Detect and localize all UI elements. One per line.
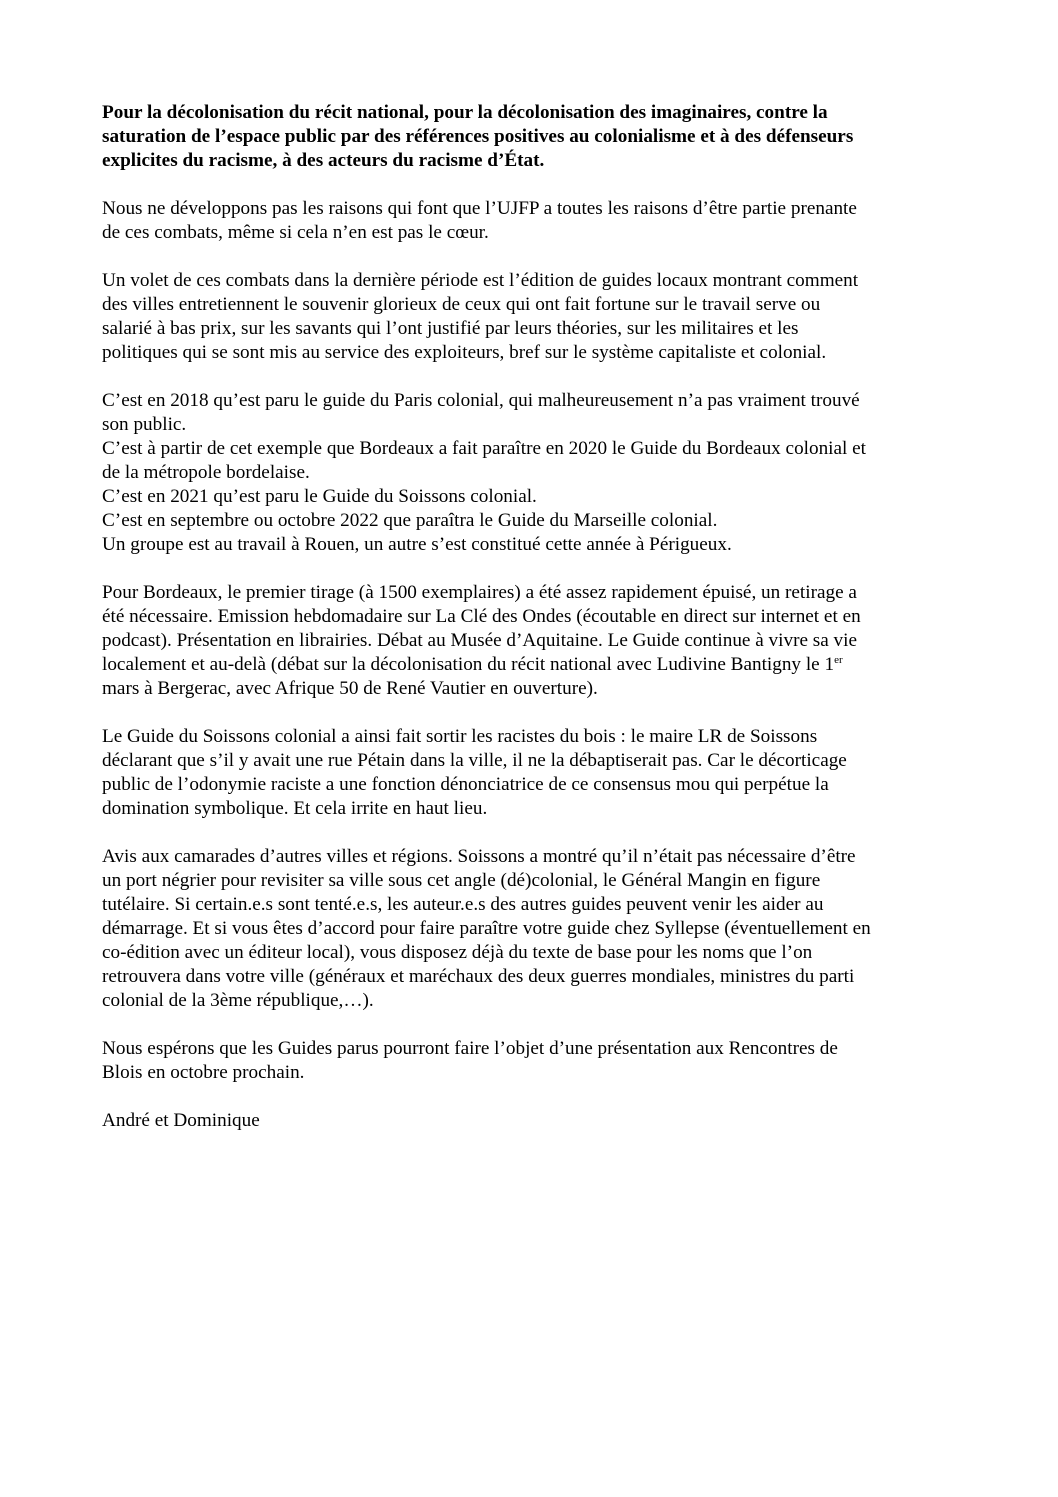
paragraph-line: colonial de la 3ème république,…). — [102, 990, 374, 1011]
paragraph-line: déclarant que s’il y avait une rue Pétain dans la ville, il ne la débaptiserait pas. Car le décorticage — [102, 750, 847, 771]
paragraph-line: co-édition avec un éditeur local), vous disposez déjà du texte de base pour les noms que l’on — [102, 942, 813, 963]
paragraph-line: tutélaire. Si certain.e.s sont tenté.e.s, les auteur.e.s des autres guides peuvent venir les aider au — [102, 894, 824, 915]
paragraph-line: de la métropole bordelaise. — [102, 462, 310, 483]
paragraph-line: Le Guide du Soissons colonial a ainsi fait sortir les racistes du bois : le maire LR de Soissons — [102, 726, 818, 747]
paragraph-line: C’est à partir de cet exemple que Bordeaux a fait paraître en 2020 le Guide du Bordeaux colonial et — [102, 438, 867, 459]
heading-line: saturation de l’espace public par des références positives au colonialisme et à des défenseurs — [102, 126, 854, 147]
document-heading — [102, 101, 962, 173]
paragraph-line: Pour Bordeaux, le premier tirage (à 1500 exemplaires) a été assez rapidement épuisé, un retirage a — [102, 582, 857, 603]
paragraph-line: Avis aux camarades d’autres villes et régions. Soissons a montré qu’il n’était pas nécessaire d’être — [102, 846, 856, 867]
paragraph-line: Nous espérons que les Guides parus pourront faire l’objet d’une présentation aux Rencontres de — [102, 1038, 838, 1059]
paragraph-line: politiques qui se sont mis au service des exploiteurs, bref sur le système capitaliste et colonial. — [102, 342, 827, 363]
paragraph-ujfp — [102, 197, 962, 245]
paragraph-line: mars à Bergerac, avec Afrique 50 de René Vautier en ouverture). — [102, 678, 598, 699]
signature-text: André et Dominique — [102, 1110, 260, 1131]
paragraph-blois — [102, 1037, 962, 1085]
paragraph-line: C’est en 2021 qu’est paru le Guide du Soissons colonial. — [102, 486, 537, 507]
paragraph-guides — [102, 269, 962, 365]
paragraph-line: C’est en septembre ou octobre 2022 que paraîtra le Guide du Marseille colonial. — [102, 510, 718, 531]
paragraph-line: retrouvera dans votre ville (généraux et maréchaux des deux guerres mondiales, ministres du parti — [102, 966, 855, 987]
paragraph-line: été nécessaire. Emission hebdomadaire sur La Clé des Ondes (écoutable en direct sur internet et en — [102, 606, 861, 627]
paragraph-line: podcast). Présentation en librairies. Débat au Musée d’Aquitaine. Le Guide continue à vivre sa vie — [102, 630, 857, 651]
paragraph-line: Un volet de ces combats dans la dernière période est l’édition de guides locaux montrant comment — [102, 270, 859, 291]
paragraph-line: public de l’odonymie raciste a une fonction dénonciatrice de ce consensus mou qui perpétue la — [102, 774, 829, 795]
paragraph-line: C’est en 2018 qu’est paru le guide du Paris colonial, qui malheureusement n’a pas vraiment trouvé — [102, 390, 860, 411]
paragraph-line-text: localement et au-delà (débat sur la décolonisation du récit national avec Ludivine Bantigny le 1 — [102, 654, 835, 675]
paragraph-line: domination symbolique. Et cela irrite en haut lieu. — [102, 798, 488, 819]
signature — [102, 1109, 962, 1133]
paragraph-line: Blois en octobre prochain. — [102, 1062, 305, 1083]
heading-line: explicites du racisme, à des acteurs du racisme d’État. — [102, 150, 545, 171]
paragraph-line: démarrage. Et si vous êtes d’accord pour faire paraître votre guide chez Syllepse (éventuellement en — [102, 918, 871, 939]
paragraph-line: Nous ne développons pas les raisons qui font que l’UJFP a toutes les raisons d’être partie prenante — [102, 198, 857, 219]
heading-line: Pour la décolonisation du récit national, pour la décolonisation des imaginaires, contre la — [102, 102, 828, 123]
paragraph-call-to-action — [102, 845, 962, 1013]
paragraph-line: Un groupe est au travail à Rouen, un autre s’est constitué cette année à Périgueux. — [102, 534, 732, 555]
paragraph-line — [102, 653, 962, 677]
paragraph-line: salarié à bas prix, sur les savants qui l’ont justifié par leurs théories, sur les militaires et les — [102, 318, 799, 339]
paragraph-line: un port négrier pour revisiter sa ville sous cet angle (dé)colonial, le Général Mangin en figure — [102, 870, 821, 891]
paragraph-line: son public. — [102, 414, 187, 435]
paragraph-line: de ces combats, même si cela n’en est pas le cœur. — [102, 222, 489, 243]
document-body — [102, 101, 962, 1133]
paragraph-line: des villes entretiennent le souvenir glorieux de ceux qui ont fait fortune sur le travail serve ou — [102, 294, 821, 315]
paragraph-bordeaux — [102, 581, 962, 701]
paragraph-soissons — [102, 725, 962, 821]
ordinal-superscript: er — [834, 654, 843, 666]
paragraph-chronology — [102, 389, 962, 557]
